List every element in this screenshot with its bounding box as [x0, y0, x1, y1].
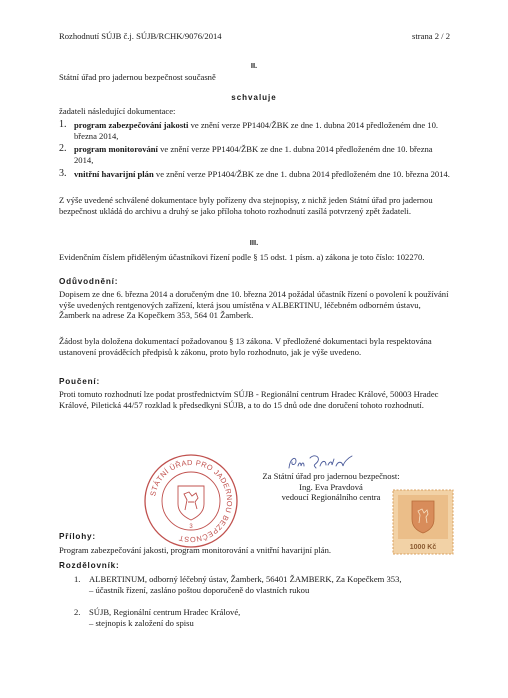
document-item-number: 2. — [59, 143, 67, 154]
document-item-detail: ve znění verze PP1404/ŽBK ze dne 1. dubna 2014 předloženém dne 10. března 2014, — [74, 144, 433, 165]
stamp-number: 3 — [189, 524, 193, 530]
document-item-number: 3. — [59, 168, 67, 179]
instruction-text: Proti tomuto rozhodnutí lze podat prostřednictvím SÚJB - Regionální centrum Hradec Králové, 50003 Hradec Králové, Piletická 44/57 rozklad k předsedkyni SÚJB, a to do 15 dnů ode dne doručení tohoto rozhodnutí. — [59, 389, 439, 410]
justification-paragraph-1: Dopisem ze dne 6. března 2014 a doručeným dne 10. března 2014 požádal účastník řízení o povolení k používání výše uvedených rentgenových zařízení, která jsou umístěna v ALBERTINU, léčebném odborném ústavu, Žamberk na adrese Za Kopečkem 353, 564 01 Žamberk. — [59, 289, 449, 321]
header-page-number: strana 2 / 2 — [412, 31, 450, 41]
document-item-title: program zabezpečování jakosti — [74, 120, 189, 130]
section-2-note: Z výše uvedené schválené dokumentace byly pořízeny dva stejnopisy, z nichž jeden Státní úřad pro jadernou bezpečnost ukládá do archivu a druhý se jako příloha tohoto rozhodnutí zasílá potvrzený zpět žadateli. — [59, 195, 433, 216]
section-2-intro: Státní úřad pro jadernou bezpečnost současně — [59, 72, 216, 82]
distribution-item-number: 2. — [74, 607, 81, 617]
section-3-text: Evidenčním číslem přiděleným účastníkovi řízení podle § 15 odst. 1 písm. a) zákona je toto číslo: 102270. — [59, 252, 425, 262]
justification-heading: Odůvodnění: — [59, 277, 119, 286]
header-reference: Rozhodnutí SÚJB č.j. SÚJB/RCHK/9076/2014 — [59, 31, 222, 41]
documents-lead: žadateli následující dokumentace: — [59, 106, 176, 116]
section-3-numeral: III. — [249, 238, 259, 247]
document-item-title: vnitřní havarijní plán — [74, 169, 154, 179]
signatory-role: vedoucí Regionálního centra — [281, 492, 381, 503]
document-item-number: 1. — [59, 119, 67, 130]
distribution-recipient: SÚJB, Regionální centrum Hradec Králové, — [89, 607, 241, 617]
document-item-detail: ve znění verze PP1404/ŽBK ze dne 1. dubna 2014 předloženém dne 10. března 2014. — [153, 169, 450, 179]
distribution-note: – stejnopis k založení do spisu — [89, 617, 194, 628]
coat-of-arms-icon — [412, 501, 434, 533]
lion-emblem-icon — [178, 486, 204, 520]
document-item-title: program monitorování — [74, 144, 158, 154]
decision-verb: schvaluje — [231, 93, 277, 102]
signature-line-1: Za Státní úřad pro jadernou bezpečnost: — [262, 471, 400, 481]
instruction-heading: Poučení: — [59, 377, 100, 386]
justification-paragraph-2: Žádost byla doložena dokumentací požadovanou § 13 zákona. V předložené dokumentaci byla respektována ustanovení prováděcích předpisů k zákonu, proto bylo rozhodnuto, jak je výše uvedeno. — [59, 336, 432, 357]
distribution-note: – účastník řízení, zasláno poštou doporučeně do vlastních rukou — [89, 584, 310, 595]
document-item-detail: ve znění verze PP1404/ŽBK ze dne 1. dubna 2014 předloženém dne 10. března 2014, — [74, 120, 439, 141]
attachments-text: Program zabezpečování jakosti, program monitorování a vnitřní havarijní plán. — [59, 545, 332, 555]
distribution-item-number: 1. — [74, 574, 81, 584]
section-2-numeral: II. — [250, 61, 258, 70]
distribution-heading: Rozdělovník: — [59, 561, 120, 570]
signatory-name: Ing. Eva Pravdová — [299, 481, 363, 492]
attachments-heading: Přílohy: — [59, 532, 96, 541]
distribution-recipient: ALBERTINUM, odborný léčebný ústav, Žamberk, 56401 ŽAMBERK, Za Kopečkem 353, — [89, 574, 402, 584]
stamp-text: STÁTNÍ ÚŘAD PRO JADERNOU BEZPEČNOST — [148, 457, 235, 545]
revenue-value: 1000 Kč — [409, 544, 437, 551]
